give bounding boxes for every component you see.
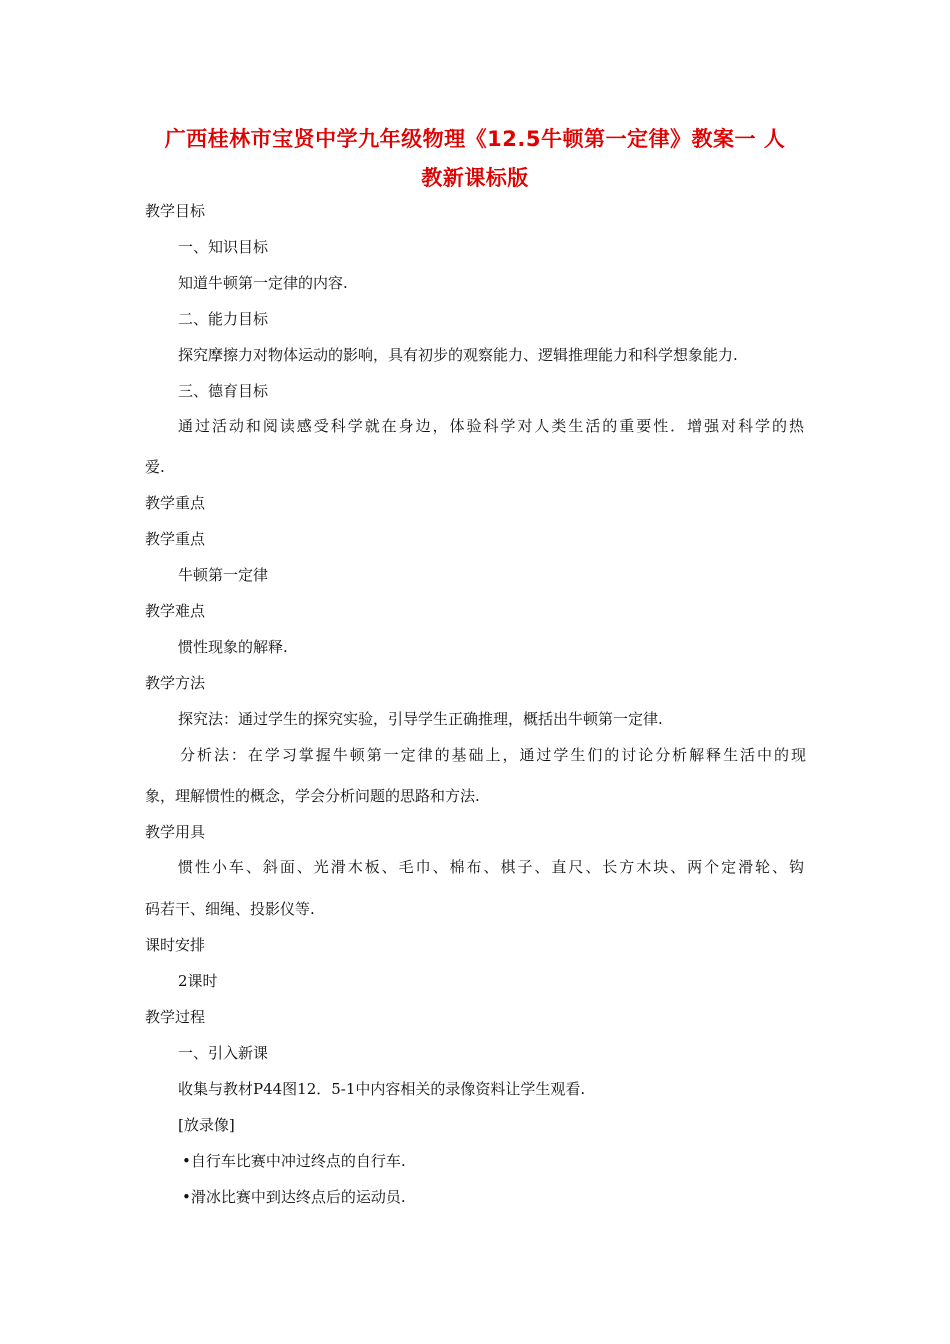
section-heading-teaching-process: 教学过程	[145, 1008, 206, 1026]
section-heading-teaching-tools: 教学用具	[145, 823, 206, 841]
subheading-intro: 一、引入新课	[178, 1044, 269, 1062]
paragraph: 牛顿第一定律	[178, 566, 269, 584]
paragraph: 探究摩擦力对物体运动的影响，具有初步的观察能力、逻辑推理能力和科学想象能力.	[178, 346, 738, 364]
document-title-line-2: 教新课标版	[421, 166, 529, 190]
subheading-knowledge-goal: 一、知识目标	[178, 238, 269, 256]
subheading-ability-goal: 二、能力目标	[178, 310, 269, 328]
section-heading-teaching-goals: 教学目标	[145, 202, 206, 220]
subheading-moral-goal: 三、德育目标	[178, 382, 269, 400]
paragraph: 知道牛顿第一定律的内容.	[178, 274, 348, 292]
paragraph: 收集与教材P44图12．5-1中内容相关的录像资料让学生观看.	[178, 1080, 586, 1098]
section-heading-key-points: 教学重点	[145, 494, 206, 512]
section-heading-teaching-methods: 教学方法	[145, 674, 206, 692]
paragraph: 分析法：在学习掌握牛顿第一定律的基础上，通过学生们的讨论分析解释生活中的现	[180, 746, 806, 764]
paragraph: 探究法：通过学生的探究实验，引导学生正确推理，概括出牛顿第一定律.	[178, 710, 663, 728]
paragraph: 通过活动和阅读感受科学就在身边，体验科学对人类生活的重要性．增强对科学的热	[178, 417, 804, 435]
paragraph: 惯性小车、斜面、光滑木板、毛巾、棉布、棋子、直尺、长方木块、两个定滑轮、钩	[178, 858, 804, 876]
paragraph: 惯性现象的解释.	[178, 638, 288, 656]
list-item: •自行车比赛中冲过终点的自行车.	[182, 1152, 406, 1170]
document-title-line-1: 广西桂林市宝贤中学九年级物理《12.5牛顿第一定律》教案一 人	[164, 127, 786, 151]
section-heading-difficulties: 教学难点	[145, 602, 206, 620]
paragraph-continuation: 爱.	[145, 458, 165, 476]
section-heading-schedule: 课时安排	[145, 936, 206, 954]
list-item: •滑冰比赛中到达终点后的运动员.	[182, 1188, 406, 1206]
paragraph-continuation: 象，理解惯性的概念，学会分析问题的思路和方法.	[145, 787, 480, 805]
paragraph: 2课时	[178, 972, 218, 990]
section-heading-key-points: 教学重点	[145, 530, 206, 548]
paragraph: [放录像]	[178, 1116, 235, 1134]
paragraph-continuation: 码若干、细绳、投影仪等.	[145, 900, 315, 918]
